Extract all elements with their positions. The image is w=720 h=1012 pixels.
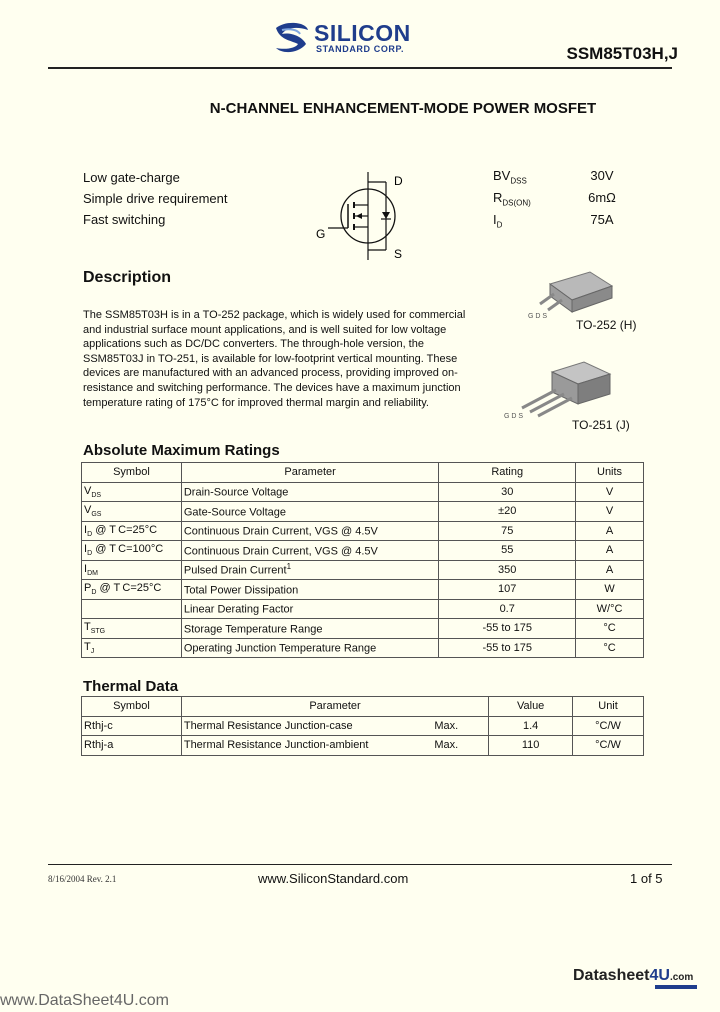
watermark-right bbox=[573, 967, 693, 985]
column-header: Value bbox=[489, 697, 573, 717]
rating-cell: 75 bbox=[439, 521, 576, 541]
table-row bbox=[82, 716, 644, 736]
gate-label: G bbox=[316, 227, 326, 241]
revision-date: 8/16/2004 Rev. 2.1 bbox=[48, 874, 117, 884]
unit-cell: A bbox=[576, 560, 644, 580]
parameter-cell: Continuous Drain Current, VGS @ 4.5V bbox=[181, 541, 438, 561]
rating-cell: 107 bbox=[439, 580, 576, 600]
column-header: Parameter bbox=[181, 463, 438, 483]
table-row bbox=[82, 619, 644, 639]
watermark-left: www.DataSheet4U.com bbox=[0, 992, 169, 1009]
parameter-cell: Storage Temperature Range bbox=[181, 619, 438, 639]
unit-cell: °C bbox=[576, 638, 644, 658]
column-header: Symbol bbox=[82, 697, 182, 717]
symbol-cell: $P_D$ @ T C=25°C bbox=[82, 580, 182, 600]
package-pins-label: G D S bbox=[528, 313, 548, 320]
symbol-cell: $V_{DS}$ bbox=[82, 482, 182, 502]
column-header: Units bbox=[576, 463, 644, 483]
table-row bbox=[82, 736, 644, 756]
unit-cell: °C/W bbox=[573, 716, 644, 736]
column-header: Parameter bbox=[181, 697, 488, 717]
column-header: Unit bbox=[573, 697, 644, 717]
parameter-cell: Continuous Drain Current, VGS @ 4.5V bbox=[181, 521, 438, 541]
logo-name: SILICON bbox=[314, 20, 411, 46]
table-row bbox=[82, 482, 644, 502]
unit-cell: V bbox=[576, 502, 644, 522]
unit-cell: W bbox=[576, 580, 644, 600]
spec-value: 75A bbox=[590, 212, 614, 227]
drain-label: D bbox=[394, 174, 403, 188]
symbol-cell: $V_{GS}$ bbox=[82, 502, 182, 522]
to252-label: TO-252 (H) bbox=[576, 318, 637, 332]
rating-cell: 0.7 bbox=[439, 599, 576, 619]
column-header: Symbol bbox=[82, 463, 182, 483]
symbol-cell: $I_D$ @ T C=100°C bbox=[82, 541, 182, 561]
unit-cell: A bbox=[576, 541, 644, 561]
rating-cell: -55 to 175 bbox=[439, 638, 576, 658]
rating-cell: 350 bbox=[439, 560, 576, 580]
spec-value: 30V bbox=[590, 168, 614, 183]
table-row bbox=[82, 502, 644, 522]
abs-max-heading: Absolute Maximum Ratings bbox=[83, 442, 280, 459]
table-row bbox=[82, 560, 644, 580]
feature-item: Simple drive requirement bbox=[83, 191, 228, 206]
to251-label: TO-251 (J) bbox=[572, 418, 630, 432]
table-row bbox=[82, 599, 644, 619]
package-pins-label: G D S bbox=[504, 413, 524, 420]
parameter-cell: Drain-Source Voltage bbox=[181, 482, 438, 502]
unit-cell: °C/W bbox=[573, 736, 644, 756]
spec-symbol: $I_D$ bbox=[493, 212, 503, 230]
to251-package-image bbox=[500, 360, 620, 422]
thermal-rows bbox=[82, 716, 644, 755]
parameter-cell: Thermal Resistance Junction-case Max. bbox=[181, 716, 488, 736]
parameter-cell: Total Power Dissipation bbox=[181, 580, 438, 600]
rating-cell: ±20 bbox=[439, 502, 576, 522]
description-heading: Description bbox=[83, 269, 172, 286]
description-text: The SSM85T03H is in a TO-252 package, which is widely used for commercial and industrial surface mount applications, and is well suited for low voltage applications such as DC/DC converters. The through-hole version, the SSM85T03J in TO-251, is available for low-footprint vertical mounting. These devices are manufactured with an advanced process, providing improved on-resistance and switching performance. The devices have a maximum junction temperature rating of 175°C for improved thermal margin and reliability. bbox=[83, 309, 466, 409]
feature-item: Low gate-charge bbox=[83, 170, 180, 185]
document-title: N-CHANNEL ENHANCEMENT-MODE POWER MOSFET bbox=[209, 100, 597, 117]
page-number: 1 of 5 bbox=[630, 871, 663, 886]
symbol-cell: $I_D$ @ T C=25°C bbox=[82, 521, 182, 541]
part-number: SSM85T03H,J bbox=[566, 44, 678, 63]
spec-symbol: $BV_{DSS}$ bbox=[493, 168, 527, 186]
table-row bbox=[82, 541, 644, 561]
watermark-part-a: Datasheet bbox=[573, 967, 650, 984]
symbol-cell: $T_{STG}$ bbox=[82, 619, 182, 639]
parameter-cell: Operating Junction Temperature Range bbox=[181, 638, 438, 658]
abs-max-rows bbox=[82, 482, 644, 658]
parameter-cell: Thermal Resistance Junction-ambient Max. bbox=[181, 736, 488, 756]
footer-divider bbox=[48, 864, 672, 865]
header-divider bbox=[48, 67, 672, 69]
website-link[interactable]: www.SiliconStandard.com bbox=[258, 871, 409, 886]
rating-cell: 30 bbox=[439, 482, 576, 502]
symbol-cell: $I_{DM}$ bbox=[82, 560, 182, 580]
watermark-part-c: .com bbox=[669, 972, 694, 983]
unit-cell: °C bbox=[576, 619, 644, 639]
unit-cell: A bbox=[576, 521, 644, 541]
unit-cell: W/°C bbox=[576, 599, 644, 619]
mosfet-schematic bbox=[312, 168, 422, 264]
logo-subtitle: STANDARD CORP. bbox=[316, 44, 405, 54]
thermal-heading: Thermal Data bbox=[83, 678, 179, 695]
parameter-cell: Pulsed Drain Current$^1$ bbox=[181, 560, 438, 580]
table-row bbox=[82, 580, 644, 600]
abs-max-table bbox=[81, 462, 644, 658]
rating-cell: 55 bbox=[439, 541, 576, 561]
spec-symbol: $R_{DS(ON)}$ bbox=[493, 190, 531, 208]
company-logo bbox=[272, 18, 442, 58]
source-label: S bbox=[394, 247, 403, 261]
value-cell: 1.4 bbox=[489, 716, 573, 736]
parameter-cell: Gate-Source Voltage bbox=[181, 502, 438, 522]
value-cell: 110 bbox=[489, 736, 573, 756]
rating-cell: -55 to 175 bbox=[439, 619, 576, 639]
to252-package-image bbox=[520, 264, 620, 324]
symbol-cell: Rthj-c bbox=[82, 716, 182, 736]
watermark-part-b: 4U bbox=[649, 967, 670, 984]
table-row bbox=[82, 521, 644, 541]
table-header-row bbox=[82, 463, 644, 483]
symbol-cell: $T_J$ bbox=[82, 638, 182, 658]
silicon-swoosh-icon bbox=[272, 18, 312, 58]
symbol-cell bbox=[82, 599, 182, 619]
table-header-row bbox=[82, 697, 644, 717]
table-row bbox=[82, 638, 644, 658]
watermark-bar bbox=[655, 985, 697, 989]
feature-item: Fast switching bbox=[83, 212, 166, 227]
thermal-table bbox=[81, 696, 644, 756]
column-header: Rating bbox=[439, 463, 576, 483]
spec-value: 6mΩ bbox=[588, 190, 616, 205]
unit-cell: V bbox=[576, 482, 644, 502]
parameter-cell: Linear Derating Factor bbox=[181, 599, 438, 619]
symbol-cell: Rthj-a bbox=[82, 736, 182, 756]
